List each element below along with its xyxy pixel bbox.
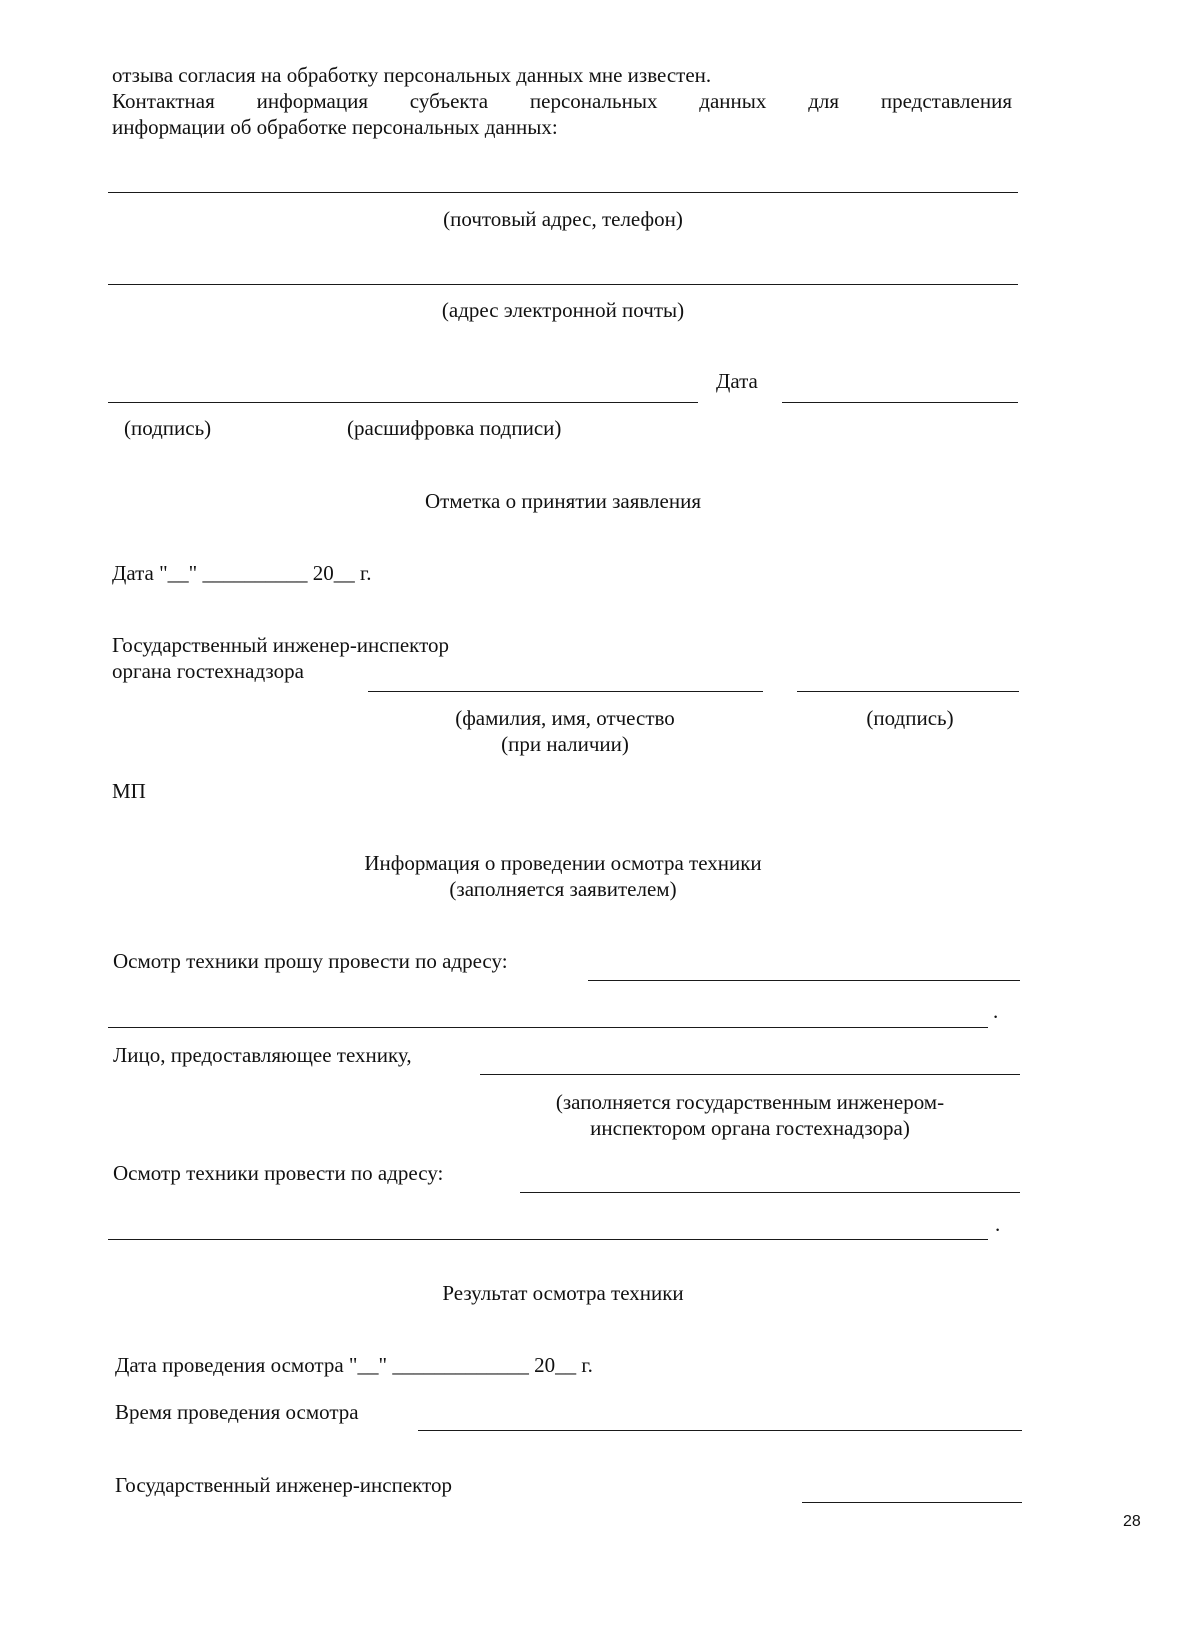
acceptance-fio-caption-2: (при наличии) bbox=[501, 732, 629, 756]
acceptance-sign-caption: (подпись) bbox=[866, 706, 954, 730]
result-time-label: Время проведения осмотра bbox=[115, 1400, 359, 1424]
acceptance-date-line: Дата "__" __________ 20__ г. bbox=[112, 561, 372, 585]
consent-paragraph bbox=[112, 88, 1012, 141]
result-inspector-label: Государственный инженер-инспектор bbox=[115, 1473, 452, 1497]
result-time-field[interactable] bbox=[418, 1430, 1022, 1431]
acceptance-inspector-line-1: Государственный инженер-инспектор bbox=[112, 633, 449, 657]
inspection-info-heading: Информация о проведении осмотра техники bbox=[364, 851, 762, 875]
conduct-address-end-mark: . bbox=[995, 1212, 1001, 1236]
postal-address-field[interactable] bbox=[108, 192, 1018, 193]
filled-by-caption-1: (заполняется государственным инженером- bbox=[555, 1090, 945, 1114]
acceptance-sign-field[interactable] bbox=[797, 691, 1019, 692]
postal-address-caption: (почтовый адрес, телефон) bbox=[443, 207, 683, 231]
stamp-mark: МП bbox=[112, 779, 146, 803]
acceptance-fio-caption-1: (фамилия, имя, отчество bbox=[455, 706, 675, 730]
page-number: 28 bbox=[1123, 1513, 1141, 1530]
inspection-info-subheading: (заполняется заявителем) bbox=[449, 877, 677, 901]
result-heading: Результат осмотра техники bbox=[442, 1281, 684, 1305]
consent-line-1: отзыва согласия на обработку персональных данных мне известен. bbox=[112, 63, 712, 87]
conduct-address-field[interactable] bbox=[520, 1192, 1020, 1193]
email-field[interactable] bbox=[108, 284, 1018, 285]
signature-field[interactable] bbox=[108, 402, 698, 403]
acceptance-fio-field[interactable] bbox=[368, 691, 763, 692]
email-caption: (адрес электронной почты) bbox=[441, 298, 685, 322]
request-address-end-mark: . bbox=[993, 999, 999, 1023]
consent-line-3: информации об обработке персональных данных: bbox=[112, 115, 558, 140]
signature-caption: (подпись) bbox=[124, 416, 212, 440]
conduct-address-label: Осмотр техники провести по адресу: bbox=[113, 1161, 444, 1185]
consent-line-2: Контактная информация субъекта персональных данных для представления bbox=[112, 89, 1012, 113]
acceptance-inspector-line-2: органа гостехнадзора bbox=[112, 659, 304, 683]
signature-date-field[interactable] bbox=[782, 402, 1018, 403]
result-date-line: Дата проведения осмотра "__" _____________ 20__ г. bbox=[115, 1353, 593, 1377]
provider-label: Лицо, предоставляющее технику, bbox=[113, 1043, 412, 1067]
filled-by-caption-2: инспектором органа гостехнадзора) bbox=[590, 1116, 910, 1140]
request-address-field[interactable] bbox=[588, 980, 1020, 981]
signature-date-label: Дата bbox=[716, 369, 758, 393]
acceptance-heading: Отметка о принятии заявления bbox=[425, 489, 701, 513]
signature-decode-caption: (расшифровка подписи) bbox=[347, 416, 562, 440]
result-inspector-sign-field[interactable] bbox=[802, 1502, 1022, 1503]
request-address-field-2[interactable] bbox=[108, 1027, 988, 1028]
conduct-address-field-2[interactable] bbox=[108, 1239, 988, 1240]
request-address-label: Осмотр техники прошу провести по адресу: bbox=[113, 949, 508, 973]
provider-field[interactable] bbox=[480, 1074, 1020, 1075]
